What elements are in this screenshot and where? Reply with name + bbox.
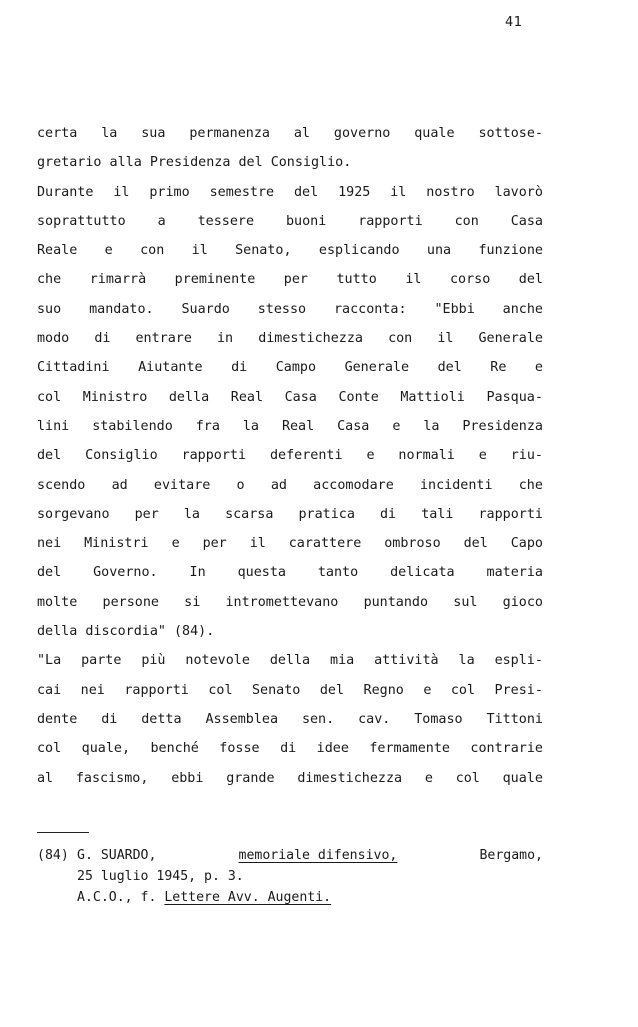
text-line xyxy=(37,358,543,387)
word: rapporti xyxy=(124,682,189,698)
word: buoni xyxy=(285,213,327,229)
word: rimarrà xyxy=(89,272,147,288)
word: il xyxy=(113,184,130,200)
text-line xyxy=(37,710,543,739)
text-line xyxy=(37,622,543,651)
word: Presi- xyxy=(494,682,543,698)
word: stesso xyxy=(257,301,307,317)
word: Regno xyxy=(363,682,404,698)
footnote-archive-prefix: A.C.O., f. xyxy=(77,890,157,905)
word: del xyxy=(319,682,345,698)
text-line xyxy=(37,563,543,592)
word: pratica xyxy=(298,506,355,522)
word: a xyxy=(157,213,166,229)
word: per xyxy=(283,272,308,288)
word: la xyxy=(458,653,475,669)
word: nostro xyxy=(426,184,475,200)
word: ombroso xyxy=(384,536,441,552)
word: rapporti xyxy=(478,506,543,522)
word: della xyxy=(37,624,78,640)
word: dimestichezza xyxy=(258,331,363,347)
word: detta xyxy=(141,711,182,727)
word: intromettevano xyxy=(225,594,339,610)
word: notevole xyxy=(185,653,250,669)
word: il xyxy=(437,331,454,347)
body-text xyxy=(37,124,543,798)
word: 1925 xyxy=(338,184,371,200)
word: Consiglio. xyxy=(270,155,352,171)
word: col xyxy=(455,770,480,786)
word: il xyxy=(390,184,407,200)
word: sua xyxy=(141,126,166,141)
text-line xyxy=(37,270,543,299)
word: cai xyxy=(37,682,62,698)
word: Casa xyxy=(337,418,370,434)
word: e xyxy=(424,770,433,786)
word: del xyxy=(37,565,62,581)
word: il xyxy=(191,243,208,259)
text-line xyxy=(37,446,543,475)
word: evitare xyxy=(153,477,211,493)
word: suo xyxy=(37,301,62,317)
word: Generale xyxy=(478,331,543,347)
word: e xyxy=(534,360,543,376)
word: riu- xyxy=(510,448,543,464)
text-line xyxy=(37,300,543,329)
word: molte xyxy=(37,594,78,610)
word: che xyxy=(37,272,62,288)
text-line xyxy=(37,329,543,358)
word: del xyxy=(437,360,462,376)
word: col xyxy=(37,389,62,405)
word: espli- xyxy=(494,653,543,669)
word: alla xyxy=(109,155,142,171)
word: modo xyxy=(37,331,70,347)
word: al xyxy=(293,126,310,141)
word: del xyxy=(518,272,543,288)
word: fascismo, xyxy=(75,770,149,786)
word: e xyxy=(423,682,432,698)
word: per xyxy=(202,536,227,552)
word: lavorò xyxy=(494,184,543,200)
word: incidenti xyxy=(419,477,493,493)
word: sen. xyxy=(301,711,335,727)
word: Assemblea xyxy=(205,711,279,727)
footnote-archive-title: Lettere Avv. Augenti. xyxy=(164,890,332,905)
word: Cittadini xyxy=(37,360,110,376)
text-line xyxy=(37,681,543,710)
text-line xyxy=(37,534,543,563)
word: sorgevano xyxy=(37,506,110,522)
word: in xyxy=(217,331,234,347)
text-line xyxy=(37,769,543,798)
word: fermamente xyxy=(369,741,450,757)
word: permanenza xyxy=(189,126,270,141)
word: nei xyxy=(37,536,62,552)
word: entrare xyxy=(135,331,192,347)
word: di xyxy=(380,506,397,522)
word: esplicando xyxy=(318,243,400,259)
page-number: 41 xyxy=(505,14,523,30)
footnote-date: 25 luglio 1945, p. 3. xyxy=(77,869,244,884)
word: più xyxy=(141,653,166,669)
text-line xyxy=(37,651,543,680)
word: "La xyxy=(37,653,62,669)
word: Consiglio xyxy=(85,448,158,464)
text-line xyxy=(37,153,543,182)
text-line xyxy=(37,388,543,417)
word: rapporti xyxy=(181,448,247,464)
word: Ministro xyxy=(82,389,148,405)
footnote-archive xyxy=(37,887,543,908)
word: Mattioli xyxy=(400,389,465,405)
word: di xyxy=(101,711,118,727)
word: si xyxy=(184,594,201,610)
word: semestre xyxy=(209,184,275,200)
word: mia xyxy=(330,653,355,669)
word: questa xyxy=(237,565,286,581)
word: del xyxy=(37,448,62,464)
word: Governo. xyxy=(93,565,158,581)
text-line xyxy=(37,739,543,768)
word: per xyxy=(134,506,159,522)
word: Re xyxy=(490,360,507,376)
word: e xyxy=(392,418,401,434)
word: la xyxy=(423,418,440,434)
word: Senato, xyxy=(235,243,292,259)
word: della xyxy=(168,389,210,405)
word: con xyxy=(388,331,413,347)
text-line xyxy=(37,183,543,212)
word: quale xyxy=(502,770,543,786)
word: o xyxy=(236,477,245,493)
word: certa xyxy=(37,126,78,141)
word: puntando xyxy=(363,594,429,610)
text-line xyxy=(37,124,543,153)
word: Capo xyxy=(510,536,543,552)
word: dimestichezza xyxy=(297,770,403,786)
word: anche xyxy=(502,301,543,317)
text-line xyxy=(37,241,543,270)
footnote-separator xyxy=(37,832,89,833)
word: Real xyxy=(281,418,315,434)
word: Casa xyxy=(510,213,543,229)
word: governo xyxy=(333,126,391,141)
word: deferenti xyxy=(269,448,343,464)
word: corso xyxy=(449,272,491,288)
word: Presidenza xyxy=(462,418,543,434)
word: cav. xyxy=(358,711,391,727)
word: Casa xyxy=(284,389,317,405)
word: il xyxy=(405,272,422,288)
word: al xyxy=(37,770,54,786)
word: In xyxy=(189,565,206,581)
word: di xyxy=(94,331,111,347)
word: Senato xyxy=(252,682,301,698)
word: fosse xyxy=(219,741,260,757)
footnote-place: Bergamo, xyxy=(479,848,543,863)
word: parte xyxy=(81,653,122,669)
word: "Ebbi xyxy=(434,301,475,317)
word: preminente xyxy=(174,272,256,288)
word: con xyxy=(140,243,165,259)
word: accomodare xyxy=(313,477,394,493)
word: Aiutante xyxy=(138,360,203,376)
word: una xyxy=(426,243,452,259)
word: nei xyxy=(80,682,105,698)
word: grande xyxy=(226,770,275,786)
word: discordia" xyxy=(85,624,166,640)
word: carattere xyxy=(288,536,362,552)
word: persone xyxy=(102,594,159,610)
word: contrarie xyxy=(470,741,543,757)
word: Suardo xyxy=(181,301,230,317)
word: gioco xyxy=(502,594,543,610)
word: la xyxy=(242,418,259,434)
word: mandato. xyxy=(89,301,154,317)
word: (84). xyxy=(174,624,215,640)
word: primo xyxy=(149,184,190,200)
word: e xyxy=(171,536,180,552)
word: sul xyxy=(453,594,478,610)
word: Presidenza xyxy=(149,155,231,171)
word: idee xyxy=(316,741,349,757)
word: tessere xyxy=(197,213,255,229)
word: quale, xyxy=(81,741,131,757)
text-line xyxy=(37,476,543,505)
footnote-author: G. SUARDO, xyxy=(77,848,157,863)
word: scarsa xyxy=(225,506,274,522)
word: funzione xyxy=(478,243,543,259)
word: e xyxy=(478,448,487,464)
text-line xyxy=(37,417,543,446)
word: che xyxy=(518,477,543,493)
word: e xyxy=(104,243,113,259)
text-line xyxy=(37,505,543,534)
word: fra xyxy=(195,418,220,434)
word: la xyxy=(183,506,200,522)
word: Pasqua- xyxy=(486,389,543,405)
word: Durante xyxy=(37,184,94,200)
text-line xyxy=(37,593,543,622)
word: tanto xyxy=(317,565,359,581)
word: racconta: xyxy=(334,301,407,317)
word: stabilendo xyxy=(92,418,173,434)
word: scendo xyxy=(37,477,86,493)
word: Ministri xyxy=(84,536,149,552)
word: e xyxy=(366,448,375,464)
word: di xyxy=(280,741,297,757)
word: Reale xyxy=(37,243,78,259)
word: Real xyxy=(230,389,264,405)
word: di xyxy=(231,360,248,376)
word: tutto xyxy=(336,272,377,288)
word: dente xyxy=(37,711,78,727)
word: Tittoni xyxy=(486,711,543,727)
word: della xyxy=(269,653,311,669)
word: ad xyxy=(111,477,128,493)
word: benché xyxy=(150,741,199,757)
word: quale xyxy=(414,126,455,141)
word: del xyxy=(294,184,319,200)
word: Tomaso xyxy=(414,711,463,727)
text-line xyxy=(37,212,543,241)
word: col xyxy=(208,682,233,698)
footnote-number: (84) xyxy=(37,848,69,863)
word: del xyxy=(238,155,263,171)
word: sottose- xyxy=(478,126,543,141)
word: lini xyxy=(37,418,70,434)
word: normali xyxy=(398,448,455,464)
footnote-title: memoriale difensivo, xyxy=(238,848,398,863)
word: ad xyxy=(270,477,287,493)
word: del xyxy=(463,536,488,552)
word: Campo xyxy=(275,360,317,376)
word: il xyxy=(249,536,266,552)
word: materia xyxy=(486,565,543,581)
word: gretario xyxy=(37,155,102,171)
word: rapporti xyxy=(358,213,423,229)
footnote xyxy=(37,845,543,908)
word: Conte xyxy=(338,389,379,405)
word: Generale xyxy=(344,360,410,376)
word: tali xyxy=(421,506,454,522)
word: col xyxy=(450,682,476,698)
word: soprattutto xyxy=(37,213,126,229)
word: con xyxy=(454,213,479,229)
word: la xyxy=(101,126,118,141)
word: col xyxy=(37,741,62,757)
word: ebbi xyxy=(171,770,204,786)
word: delicata xyxy=(390,565,455,581)
word: attività xyxy=(374,653,439,669)
